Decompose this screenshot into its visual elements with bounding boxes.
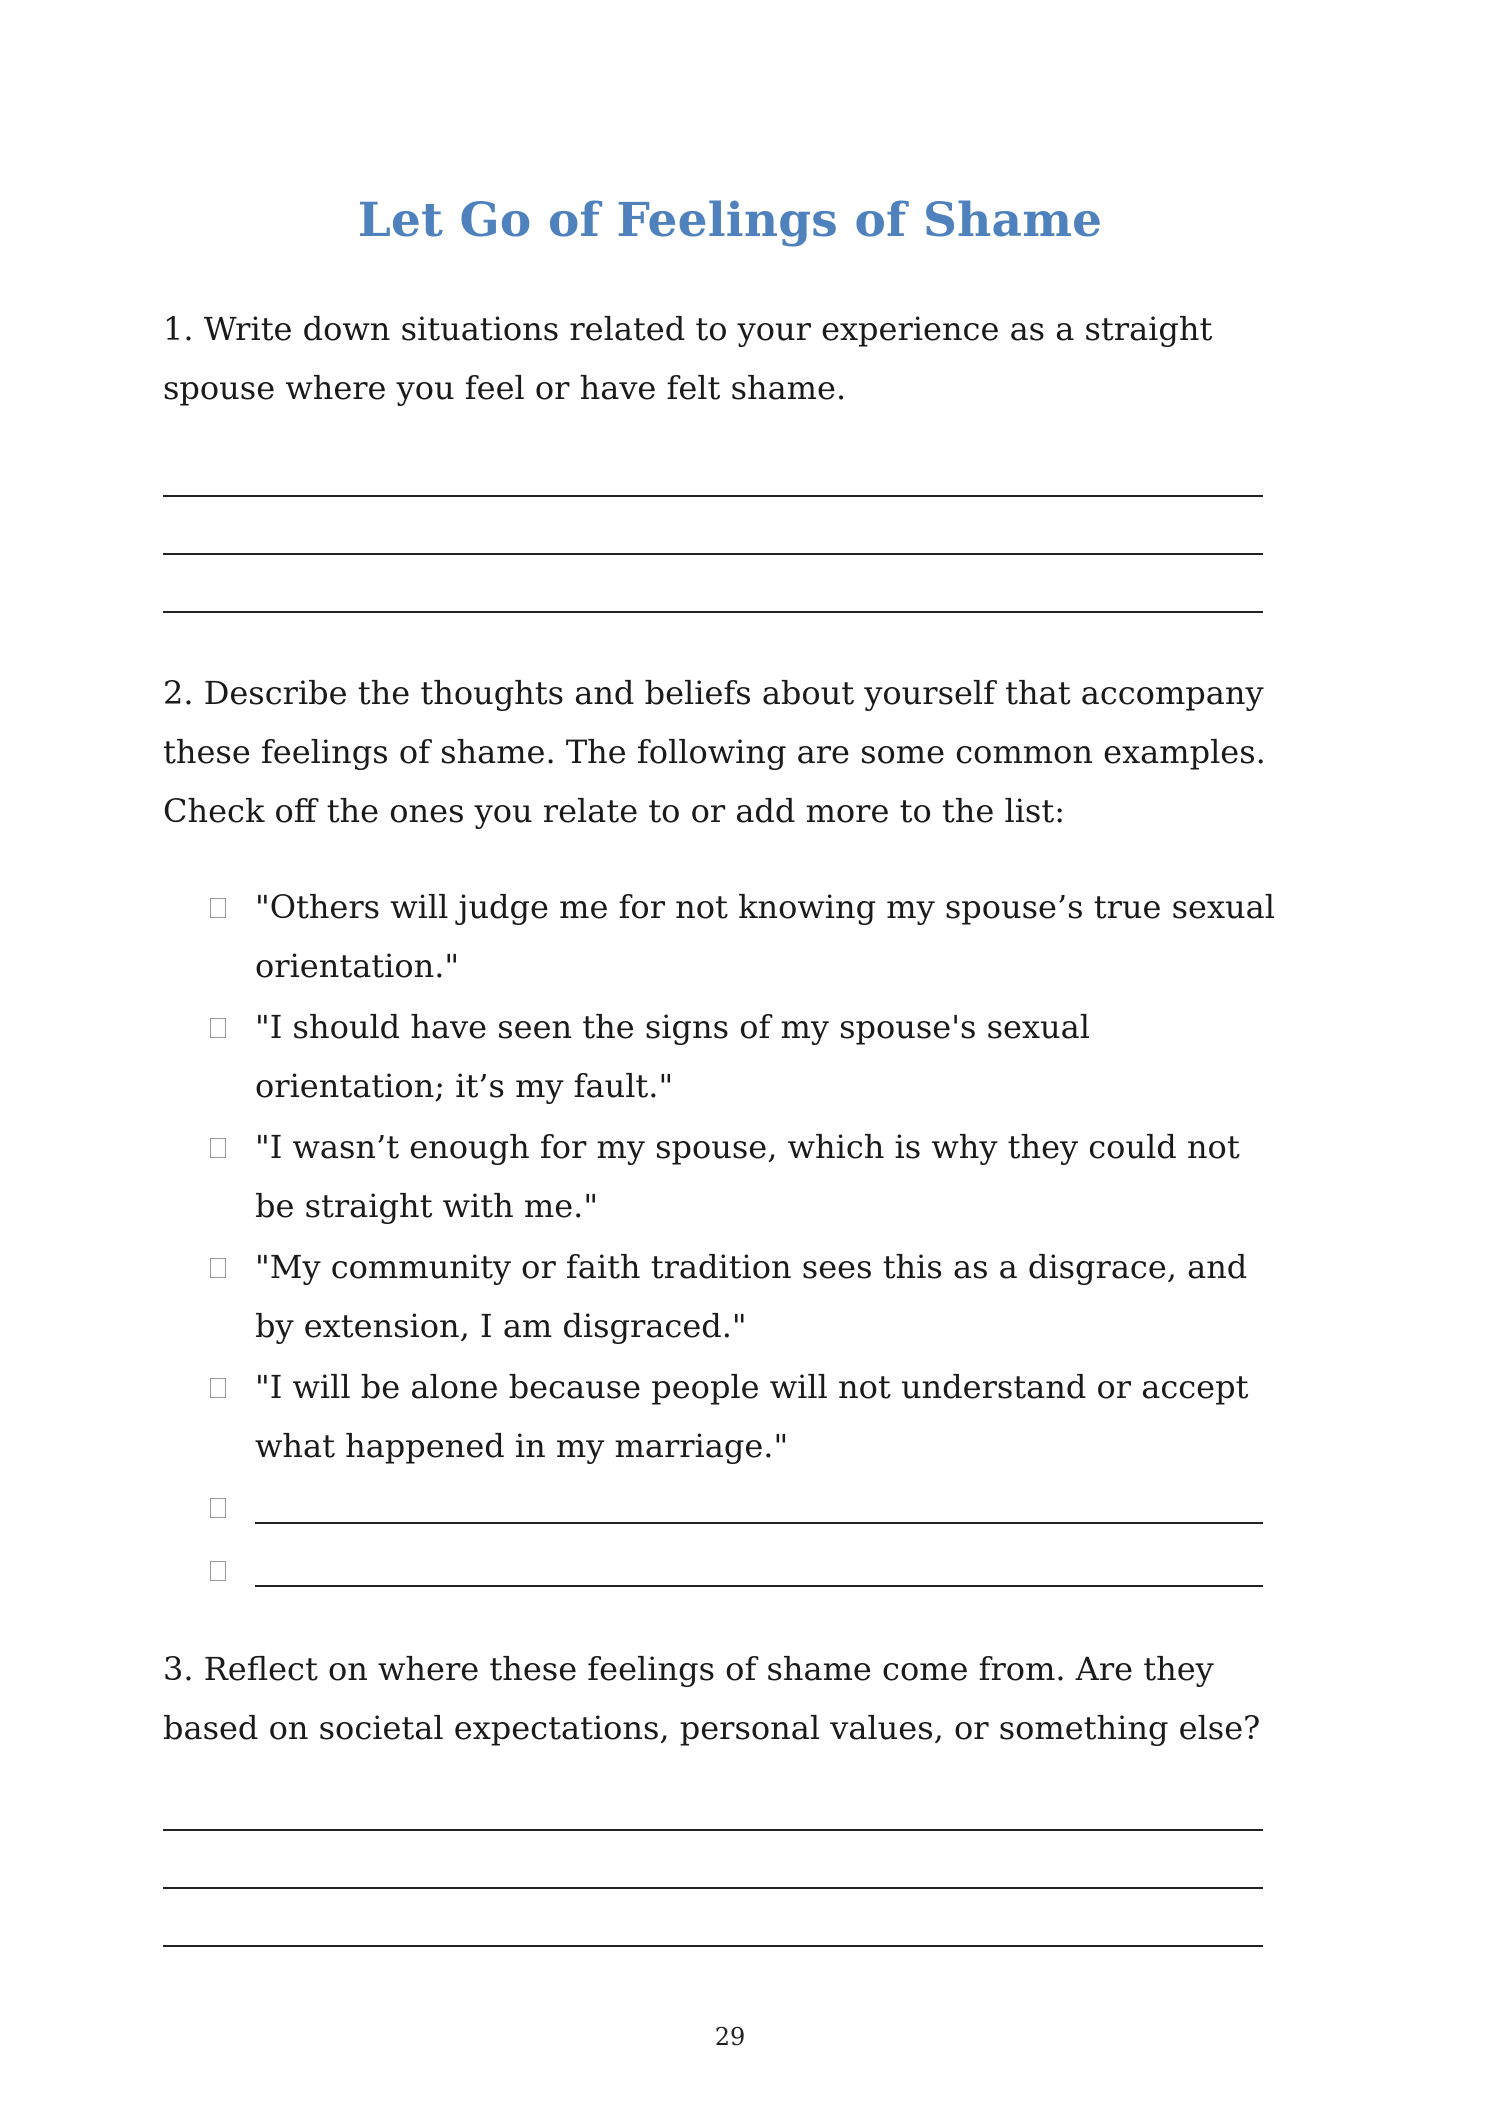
checkbox[interactable] (210, 1378, 226, 1398)
page-number: 29 (714, 2023, 746, 2051)
shame-belief-checklist (163, 878, 1283, 1604)
answer-line-q3-3[interactable] (163, 1945, 1263, 1947)
custom-checklist-item (163, 1541, 1283, 1602)
custom-entry-line[interactable] (255, 1585, 1263, 1587)
custom-entry-line[interactable] (255, 1522, 1263, 1524)
page-title: Let Go of Feelings of Shame (357, 193, 1103, 248)
checkbox[interactable] (210, 1258, 226, 1278)
checklist-item-text: "I wasn’t enough for my spouse, which is why they could not be straight with me." (255, 1128, 1240, 1225)
checklist-item-text: "I will be alone because people will not understand or accept what happened in my marriage." (255, 1368, 1249, 1465)
checklist-item (163, 998, 1283, 1116)
answer-line-q3-1[interactable] (163, 1829, 1263, 1831)
checklist-item (163, 1358, 1283, 1476)
answer-line-q1-2[interactable] (163, 553, 1263, 555)
checkbox[interactable] (210, 898, 226, 918)
answer-line-q1-1[interactable] (163, 495, 1263, 497)
checklist-item-text: "Others will judge me for not knowing my spouse’s true sexual orientation." (255, 888, 1275, 985)
question-1: 1. Write down situations related to your experience as a straight spouse where you feel or have felt shame. (163, 310, 1213, 407)
checklist-item (163, 1118, 1283, 1236)
custom-checklist-item (163, 1478, 1283, 1539)
checklist-item (163, 878, 1283, 996)
answer-line-q1-3[interactable] (163, 611, 1263, 613)
checklist-item-text: "My community or faith tradition sees this as a disgrace, and by extension, I am disgraced." (255, 1248, 1248, 1345)
checkbox[interactable] (210, 1018, 226, 1038)
checklist-item-text: "I should have seen the signs of my spouse's sexual orientation; it’s my fault." (255, 1008, 1090, 1105)
answer-line-q3-2[interactable] (163, 1887, 1263, 1889)
checkbox[interactable] (210, 1498, 226, 1518)
question-3: 3. Reflect on where these feelings of shame come from. Are they based on societal expectations, personal values, or something else? (163, 1650, 1261, 1747)
question-2: 2. Describe the thoughts and beliefs about yourself that accompany these feelings of shame. The following are some common examples. Check off the ones you relate to or add more to the list: (163, 674, 1266, 830)
checklist-item (163, 1238, 1283, 1356)
checkbox[interactable] (210, 1561, 226, 1581)
checkbox[interactable] (210, 1138, 226, 1158)
